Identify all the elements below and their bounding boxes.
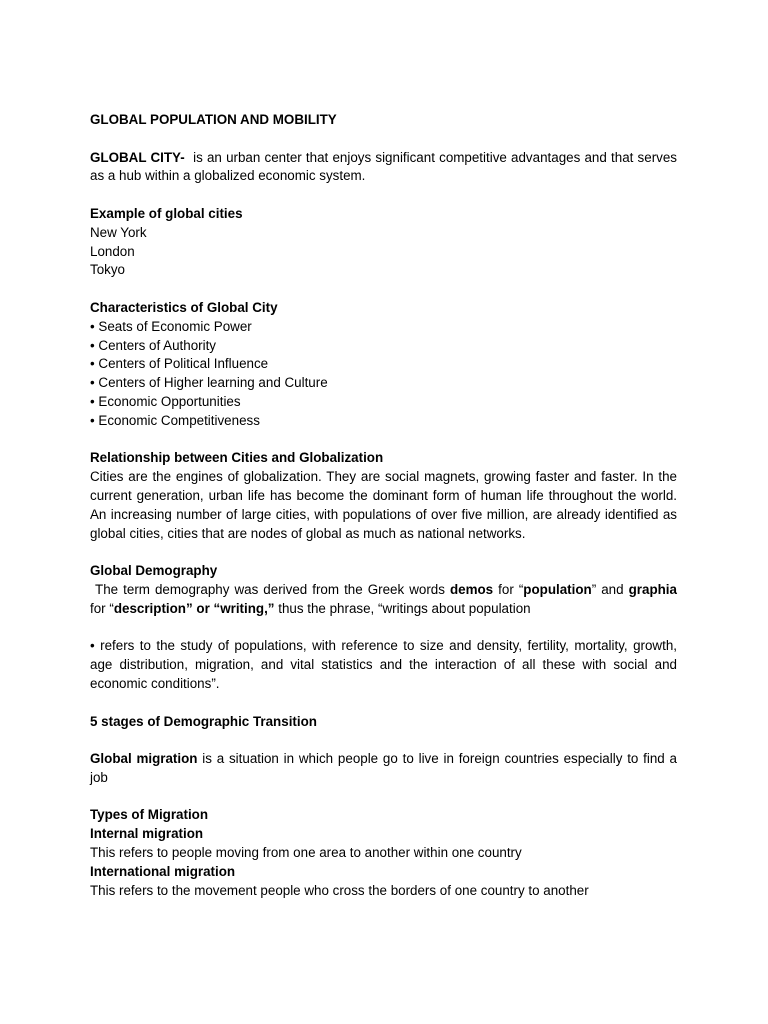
example-item: London — [90, 243, 135, 259]
international-migration-heading: International migration — [90, 863, 236, 879]
characteristic-item: • Centers of Higher learning and Culture — [90, 375, 328, 391]
characteristic-item: • Economic Competitiveness — [90, 412, 260, 428]
spacer — [90, 543, 677, 562]
spacer — [90, 694, 677, 713]
demography-text: for “ — [90, 581, 681, 616]
global-city-term: GLOBAL CITY- — [90, 149, 185, 165]
internal-migration-body: This refers to people moving from one area to another within one country — [90, 845, 522, 861]
graphia-term: graphia — [628, 581, 677, 597]
characteristic-item: • Economic Opportunities — [90, 393, 241, 409]
spacer — [90, 619, 677, 638]
migration-term: Global migration — [90, 751, 198, 767]
spacer — [90, 186, 677, 205]
population-term: population — [523, 581, 592, 597]
demography-text: thus the phrase, “writings about population — [274, 600, 531, 616]
demography-text: for “ — [493, 581, 524, 597]
characteristic-item: • Seats of Economic Power — [90, 318, 252, 334]
example-item: New York — [90, 224, 147, 240]
global-city-definition: is an urban center that enjoys significant competitive advantages and that serves as a hub within a globalized economic system. — [90, 149, 681, 184]
example-item: Tokyo — [90, 262, 125, 278]
global-city-paragraph — [90, 149, 681, 187]
migration-paragraph — [90, 750, 681, 788]
international-migration-body: This refers to the movement people who cross the borders of one country to another — [90, 882, 589, 898]
relationship-heading: Relationship between Cities and Globalization — [90, 450, 384, 466]
demography-definition: • refers to the study of populations, with reference to size and density, fertility, mortality, growth, age distribution, migration, and vital statistics and the interaction of all these with social and economic conditions”. — [90, 638, 677, 691]
spacer — [90, 130, 677, 149]
demos-term: demos — [449, 581, 494, 597]
spacer — [90, 788, 677, 807]
description-term: description” or “writing,” — [113, 600, 275, 616]
relationship-body: Cities are the engines of globalization. They are social magnets, growing faster and faster. In the current generation, urban life has become the dominant form of human life throughout the world. An increasing number of large cities, with populations of over five million, are already identified as global cities, cities that are nodes of global as much as national networks. — [90, 469, 677, 541]
document-title: GLOBAL POPULATION AND MOBILITY — [90, 112, 337, 127]
spacer — [90, 431, 677, 450]
migration-definition: is a situation in which people go to live in foreign countries especially to find a job — [90, 751, 681, 785]
characteristic-item: • Centers of Authority — [90, 337, 217, 353]
spacer — [90, 731, 677, 750]
characteristic-item: • Centers of Political Influence — [90, 356, 269, 372]
spacer — [90, 280, 677, 299]
types-heading: Types of Migration — [90, 807, 209, 823]
internal-migration-heading: Internal migration — [90, 826, 204, 842]
demography-text: ” and — [591, 581, 629, 597]
examples-heading: Example of global cities — [90, 205, 243, 221]
characteristics-heading: Characteristics of Global City — [90, 299, 278, 315]
demography-heading: Global Demography — [90, 563, 218, 579]
demography-text: The term demography was derived from the Greek words — [90, 581, 450, 597]
demography-paragraph — [90, 581, 681, 619]
document-page — [90, 111, 681, 900]
stages-heading: 5 stages of Demographic Transition — [90, 713, 317, 729]
